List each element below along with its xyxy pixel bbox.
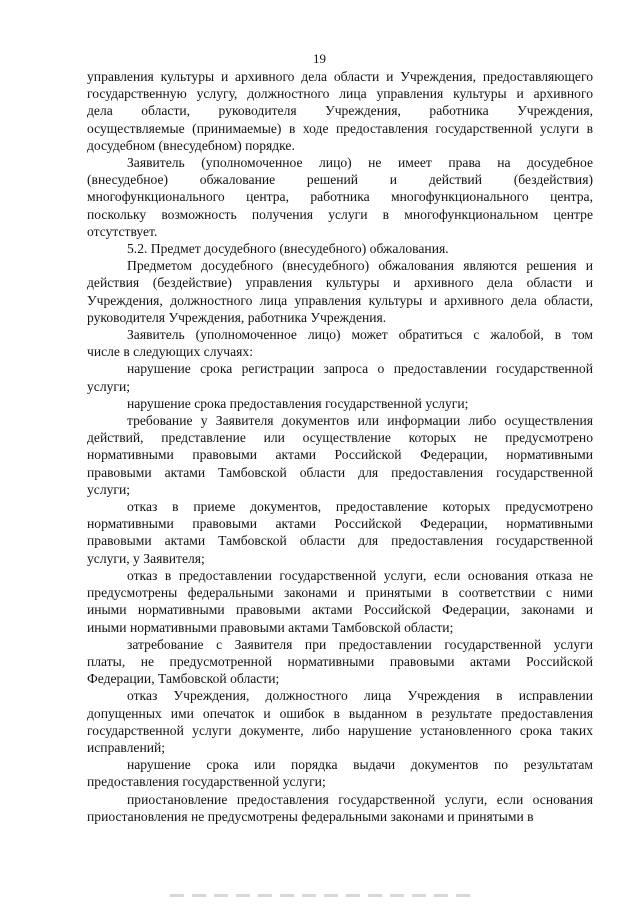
text-line: правовыми актами Тамбовской области для предоставления государственной xyxy=(87,464,593,480)
text-line: поскольку возможность получения услуги в многофункциональном центре xyxy=(87,206,593,222)
text-line: правовыми актами Тамбовской области для предоставления государственной xyxy=(87,533,593,549)
text-line: предоставления государственной услуги; xyxy=(87,774,326,790)
text-line: Предметом досудебного (внесудебного) обжалования являются решения и xyxy=(127,258,593,274)
document-body xyxy=(87,68,593,825)
text-line: государственной услуги документе, либо нарушение установленного срока таких xyxy=(87,722,593,738)
text-line: действия (бездействие) управления культуры и архивного дела области и xyxy=(87,275,593,291)
text-line: отказ в предоставлении государственной услуги, если основания отказа не xyxy=(127,567,593,583)
text-line: руководителя Учреждения, работника Учреждения. xyxy=(87,309,387,325)
page-number: 19 xyxy=(313,51,326,66)
text-line: допущенных ими опечаток и ошибок в выданном в результате предоставления xyxy=(87,705,593,721)
text-line: Федерации, Тамбовской области; xyxy=(87,671,280,687)
text-line: приостановления не предусмотрены федеральными законами и принятыми в xyxy=(87,808,534,824)
text-line: затребование с Заявителя при предоставлении государственной услуги xyxy=(127,636,593,652)
text-line: требование у Заявителя документов или информации либо осуществления xyxy=(127,413,593,429)
text-line: иными нормативными правовыми актами Российской Федерации, законами и xyxy=(87,602,593,618)
scan-artifact-bottom xyxy=(170,894,470,897)
text-line: нарушение срока регистрации запроса о предоставлении государственной xyxy=(127,361,593,377)
text-line: государственную услугу, должностного лица управления культуры и архивного xyxy=(87,86,593,102)
text-line: Заявитель (уполномоченное лицо) может обратиться с жалобой, в том xyxy=(127,327,593,343)
text-line: досудебном (внесудебном) порядке. xyxy=(87,137,295,153)
text-line: услуги; xyxy=(87,481,131,497)
text-line: услуги, у Заявителя; xyxy=(87,550,205,566)
text-line: нарушение срока предоставления государственной услуги; xyxy=(127,395,469,411)
text-line: Учреждения, должностного лица управления культуры и архивного дела области, xyxy=(87,292,593,308)
text-line: 5.2. Предмет досудебного (внесудебного) обжалования. xyxy=(127,241,449,257)
text-line: действий, представление или осуществление которых не предусмотрено xyxy=(87,430,593,446)
text-line: отказ Учреждения, должностного лица Учреждения в исправлении xyxy=(127,688,593,704)
text-line: платы, не предусмотренной нормативными правовыми актами Российской xyxy=(87,653,593,669)
text-line: отказ в приеме документов, предоставление которых предусмотрено xyxy=(127,499,593,515)
text-line: управления культуры и архивного дела области и Учреждения, предоставляющего xyxy=(87,69,593,84)
text-line: услуги; xyxy=(87,378,131,394)
text-line: нормативными правовыми актами Российской Федерации, нормативными xyxy=(87,516,593,532)
text-line: предусмотрены федеральными законами и принятыми в соответствии с ними xyxy=(87,585,593,601)
text-line: Заявитель (уполномоченное лицо) не имеет права на досудебное xyxy=(127,155,593,171)
text-line: (внесудебное) обжалование решений и действий (бездействия) xyxy=(87,172,593,188)
text-line: осуществляемые (принимаемые) в ходе предоставления государственной услуги в xyxy=(87,120,593,136)
text-line: дела области, руководителя Учреждения, работника Учреждения, xyxy=(87,103,593,119)
text-line: нарушение срока или порядка выдачи документов по результатам xyxy=(127,757,593,773)
text-line: нормативными правовыми актами Российской Федерации, нормативными xyxy=(87,447,593,463)
text-line: иными нормативными правовыми актами Тамбовской области; xyxy=(87,619,454,635)
text-line: числе в следующих случаях: xyxy=(87,344,253,360)
text-line: приостановление предоставления государственной услуги, если основания xyxy=(127,791,593,807)
text-line: отсутствует. xyxy=(87,223,158,239)
text-line: многофункционального центра, работника многофункционального центра, xyxy=(87,189,593,205)
text-line: исправлений; xyxy=(87,739,166,755)
